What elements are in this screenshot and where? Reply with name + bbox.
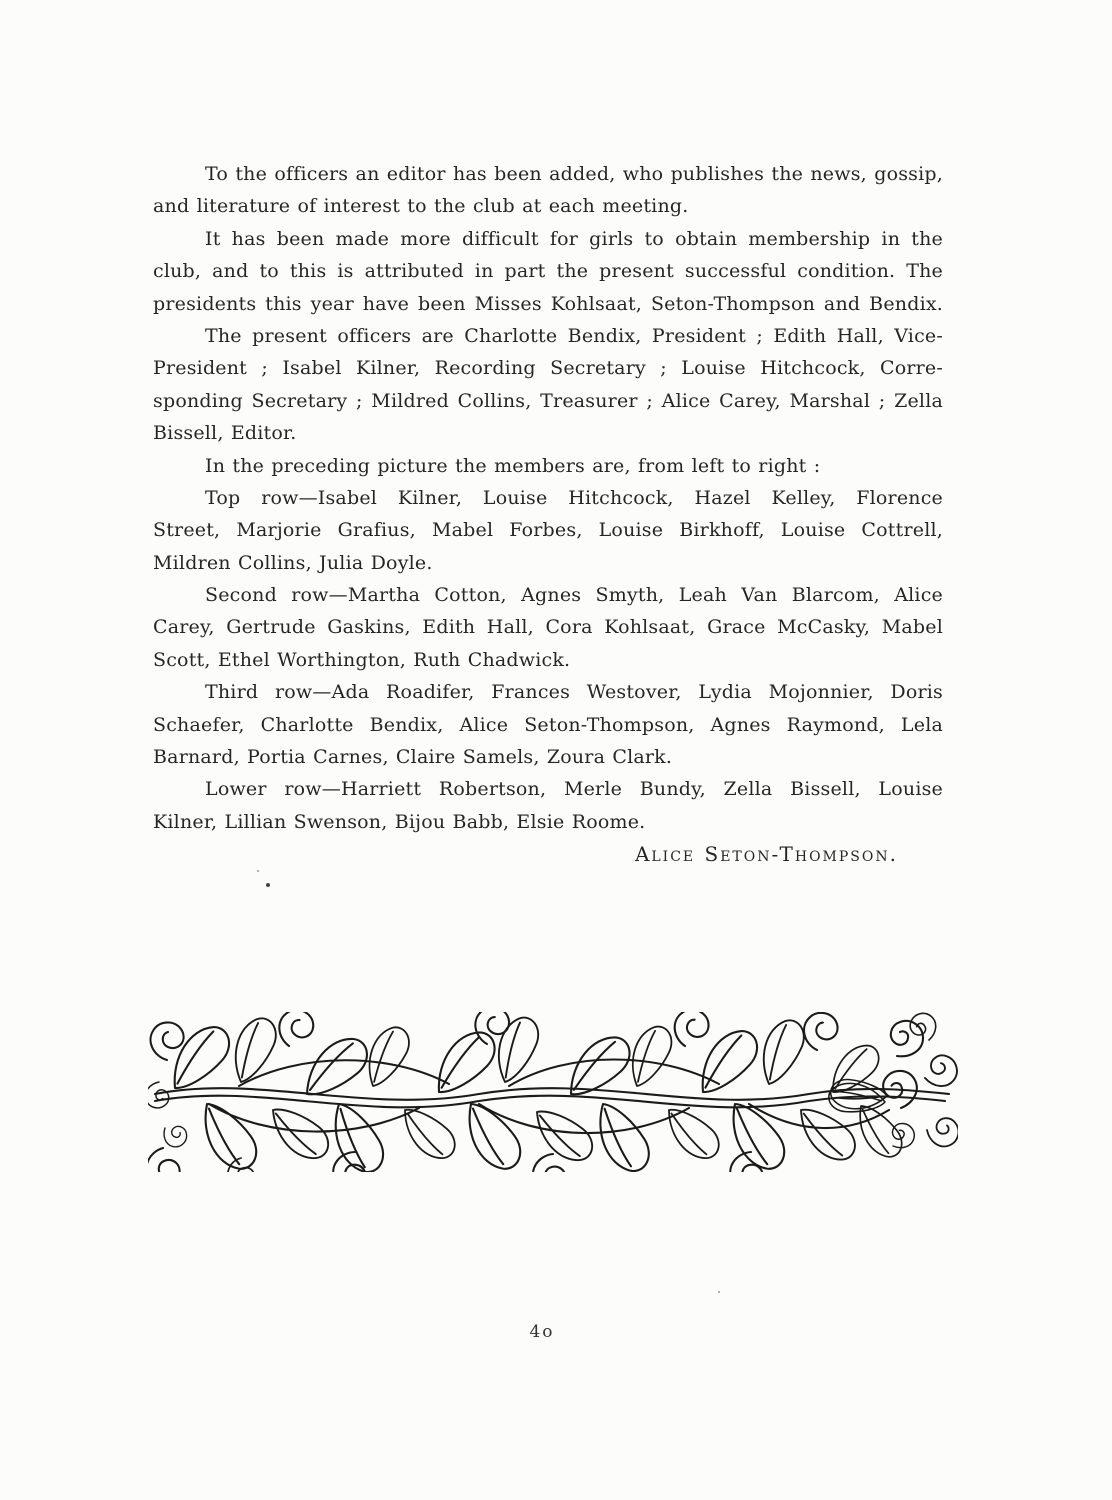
text-line: Top row—Isabel Kilner, Louise Hitchcock, Hazel Kelley, Florence <box>205 486 943 509</box>
floral-ornament <box>148 1012 958 1172</box>
text-line: Third row—Ada Roadifer, Frances Westover, Lydia Mojonnier, Doris <box>205 681 943 704</box>
text-line: Carey, Gertrude Gaskins, Edith Hall, Cora Kohlsaat, Grace McCasky, Mabel <box>153 616 943 639</box>
text-line: Bissell, Editor. <box>153 422 297 445</box>
text-line: Street, Marjorie Grafius, Mabel Forbes, Louise Birkhoff, Louise Cottrell, <box>153 519 943 542</box>
text-line: Barnard, Portia Carnes, Claire Samels, Zoura Clark. <box>153 746 673 769</box>
text-line: Lower row—Harriett Robertson, Merle Bundy, Zella Bissell, Louise <box>205 778 943 801</box>
floral-vine-engraving-icon <box>148 1012 958 1172</box>
ink-speck <box>718 1291 720 1293</box>
text-line: Second row—Martha Cotton, Agnes Smyth, Leah Van Blarcom, Alice <box>205 584 943 607</box>
text-line: Kilner, Lillian Swenson, Bijou Babb, Elsie Roome. <box>153 810 646 833</box>
text-line: To the officers an editor has been added, who publishes the news, gossip, <box>205 163 943 185</box>
ink-speck <box>257 870 259 872</box>
page-number: 4o <box>529 1322 555 1342</box>
text-line: In the preceding picture the members are, from left to right : <box>205 454 821 477</box>
text-line: Scott, Ethel Worthington, Ruth Chadwick. <box>153 648 571 671</box>
text-line: The present officers are Charlotte Bendix, President ; Edith Hall, Vice- <box>205 324 943 347</box>
text-line: sponding Secretary ; Mildred Collins, Treasurer ; Alice Carey, Marshal ; Zella <box>153 389 943 412</box>
text-line: President ; Isabel Kilner, Recording Secretary ; Louise Hitchcock, Corre- <box>153 357 943 380</box>
text-line: presidents this year have been Misses Kohlsaat, Seton-Thompson and Bendix. <box>153 292 943 315</box>
text-line: Mildren Collins, Julia Doyle. <box>153 551 433 574</box>
text-line: It has been made more difficult for girls to obtain membership in the <box>205 227 943 250</box>
signature: Alice Seton-Thompson. <box>634 842 898 867</box>
ink-speck <box>266 883 270 887</box>
text-line: Schaefer, Charlotte Bendix, Alice Seton-Thompson, Agnes Raymond, Lela <box>153 713 943 736</box>
text-line: and literature of interest to the club at each meeting. <box>153 195 689 218</box>
text-line: club, and to this is attributed in part the present successful condition. The <box>153 260 943 283</box>
body-text <box>153 158 943 871</box>
